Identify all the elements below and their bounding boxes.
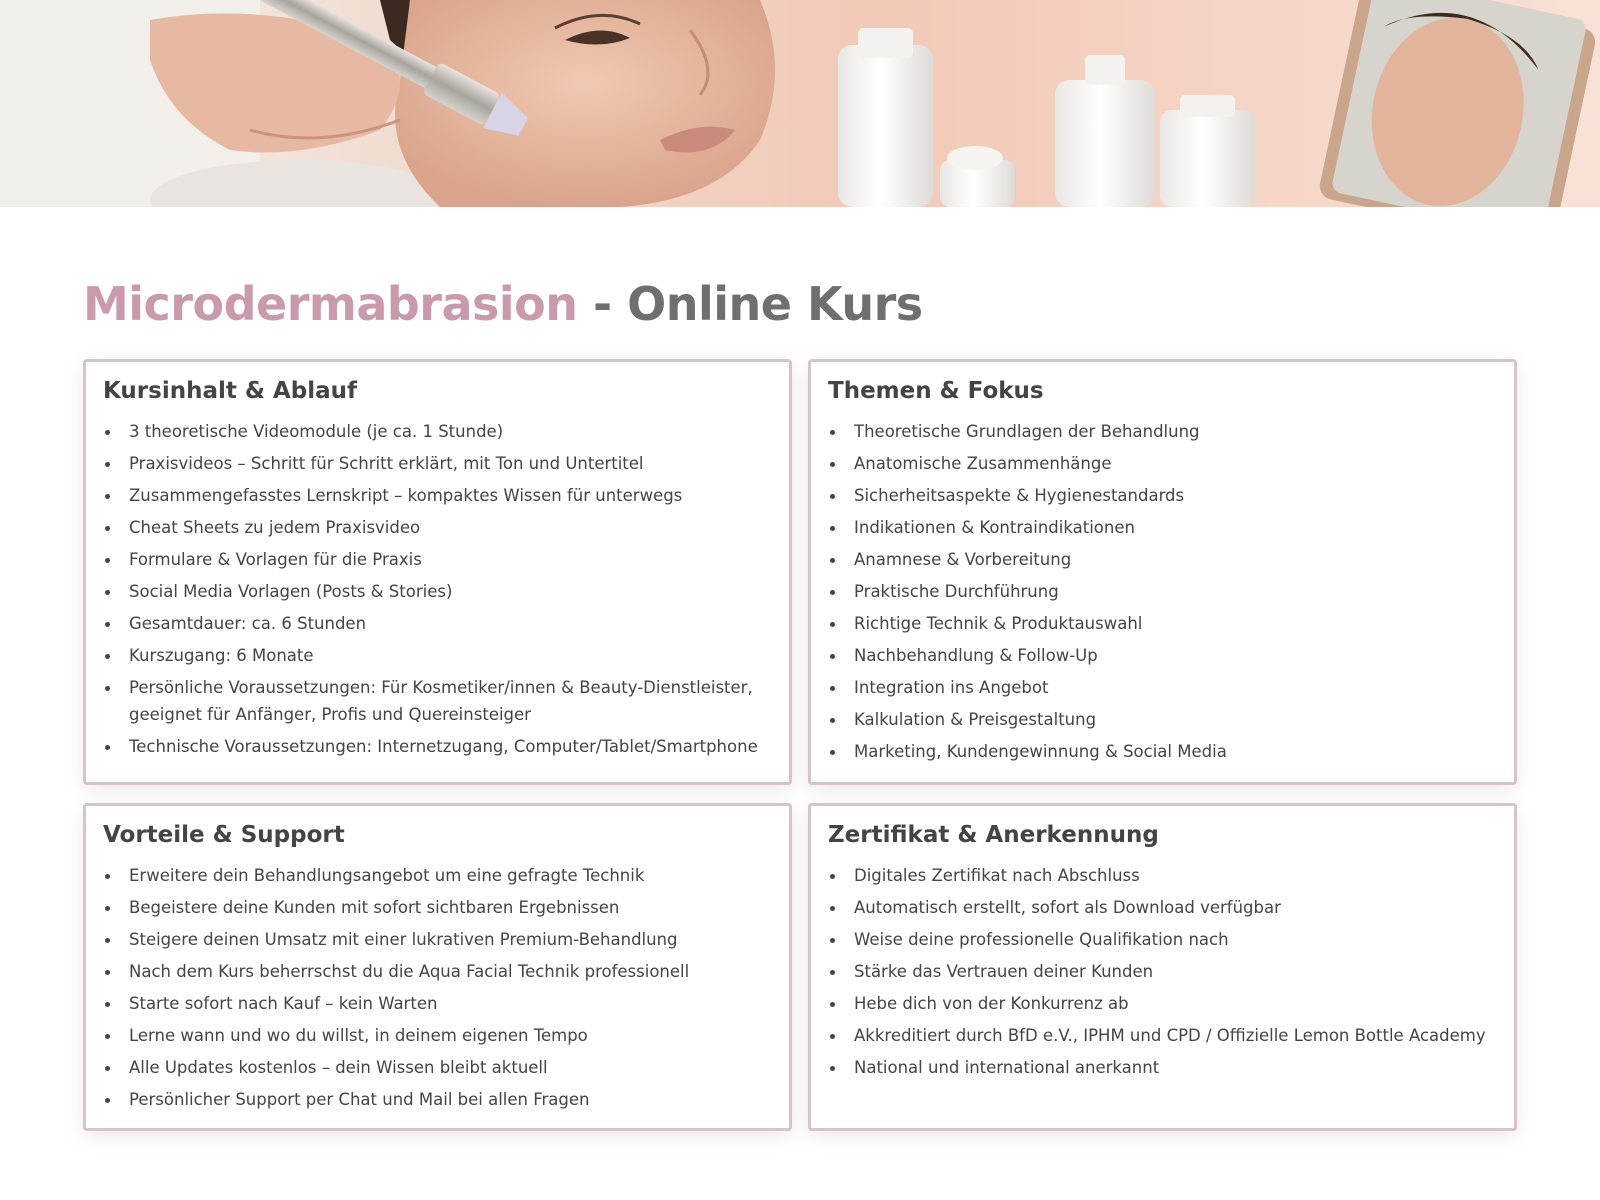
list-item: Marketing, Kundengewinnung & Social Media bbox=[828, 738, 1502, 765]
card-heading: Zertifikat & Anerkennung bbox=[828, 822, 1159, 848]
card-heading: Kursinhalt & Ablauf bbox=[103, 378, 357, 404]
list-item: Technische Voraussetzungen: Internetzugang, Computer/Tablet/Smartphone bbox=[103, 733, 777, 760]
list-item: Gesamtdauer: ca. 6 Stunden bbox=[103, 610, 777, 637]
list-item: Erweitere dein Behandlungsangebot um eine gefragte Technik bbox=[103, 862, 777, 889]
card-kursinhalt bbox=[83, 359, 792, 785]
card-themen bbox=[808, 359, 1517, 785]
list-item: Hebe dich von der Konkurrenz ab bbox=[828, 990, 1502, 1017]
list-item: Anatomische Zusammenhänge bbox=[828, 450, 1502, 477]
list-item: Begeistere deine Kunden mit sofort sichtbaren Ergebnissen bbox=[103, 894, 777, 921]
bullet-list bbox=[103, 418, 777, 765]
list-item: Weise deine professionelle Qualifikation nach bbox=[828, 926, 1502, 953]
list-item: Cheat Sheets zu jedem Praxisvideo bbox=[103, 514, 777, 541]
list-item: Kalkulation & Preisgestaltung bbox=[828, 706, 1502, 733]
list-item: Theoretische Grundlagen der Behandlung bbox=[828, 418, 1502, 445]
list-item: Kurszugang: 6 Monate bbox=[103, 642, 777, 669]
list-item: Digitales Zertifikat nach Abschluss bbox=[828, 862, 1502, 889]
list-item: Lerne wann und wo du willst, in deinem eigenen Tempo bbox=[103, 1022, 777, 1049]
list-item: Sicherheitsaspekte & Hygienestandards bbox=[828, 482, 1502, 509]
hero-illustration bbox=[0, 0, 1600, 207]
list-item: Zusammengefasstes Lernskript – kompaktes Wissen für unterwegs bbox=[103, 482, 777, 509]
list-item: Automatisch erstellt, sofort als Download verfügbar bbox=[828, 894, 1502, 921]
list-item: Akkreditiert durch BfD e.V., IPHM und CPD / Offizielle Lemon Bottle Academy bbox=[828, 1022, 1502, 1049]
card-zertifikat bbox=[808, 803, 1517, 1131]
bullet-list bbox=[828, 862, 1502, 1086]
list-item: Persönliche Voraussetzungen: Für Kosmetiker/innen & Beauty-Dienstleister, geeignet für Anfänger, Profis und Quereinsteiger bbox=[103, 674, 777, 728]
list-item: 3 theoretische Videomodule (je ca. 1 Stunde) bbox=[103, 418, 777, 445]
bullet-list bbox=[828, 418, 1502, 770]
list-item: Integration ins Angebot bbox=[828, 674, 1502, 701]
title-accent: Microdermabrasion bbox=[83, 277, 578, 331]
list-item: Indikationen & Kontraindikationen bbox=[828, 514, 1502, 541]
list-item: Persönlicher Support per Chat und Mail bei allen Fragen bbox=[103, 1086, 777, 1113]
card-heading: Themen & Fokus bbox=[828, 378, 1044, 404]
list-item: Social Media Vorlagen (Posts & Stories) bbox=[103, 578, 777, 605]
list-item: Praktische Durchführung bbox=[828, 578, 1502, 605]
list-item: Nach dem Kurs beherrschst du die Aqua Facial Technik professionell bbox=[103, 958, 777, 985]
bullet-list bbox=[103, 862, 777, 1118]
list-item: Anamnese & Vorbereitung bbox=[828, 546, 1502, 573]
list-item: Stärke das Vertrauen deiner Kunden bbox=[828, 958, 1502, 985]
title-rest: - Online Kurs bbox=[577, 277, 923, 331]
list-item: Praxisvideos – Schritt für Schritt erklärt, mit Ton und Untertitel bbox=[103, 450, 777, 477]
list-item: Steigere deinen Umsatz mit einer lukrativen Premium-Behandlung bbox=[103, 926, 777, 953]
hero-image bbox=[0, 0, 1600, 207]
card-vorteile bbox=[83, 803, 792, 1131]
list-item: Alle Updates kostenlos – dein Wissen bleibt aktuell bbox=[103, 1054, 777, 1081]
list-item: Formulare & Vorlagen für die Praxis bbox=[103, 546, 777, 573]
page-title bbox=[83, 272, 923, 336]
card-heading: Vorteile & Support bbox=[103, 822, 345, 848]
list-item: Starte sofort nach Kauf – kein Warten bbox=[103, 990, 777, 1017]
list-item: Nachbehandlung & Follow-Up bbox=[828, 642, 1502, 669]
list-item: National und international anerkannt bbox=[828, 1054, 1502, 1081]
list-item: Richtige Technik & Produktauswahl bbox=[828, 610, 1502, 637]
